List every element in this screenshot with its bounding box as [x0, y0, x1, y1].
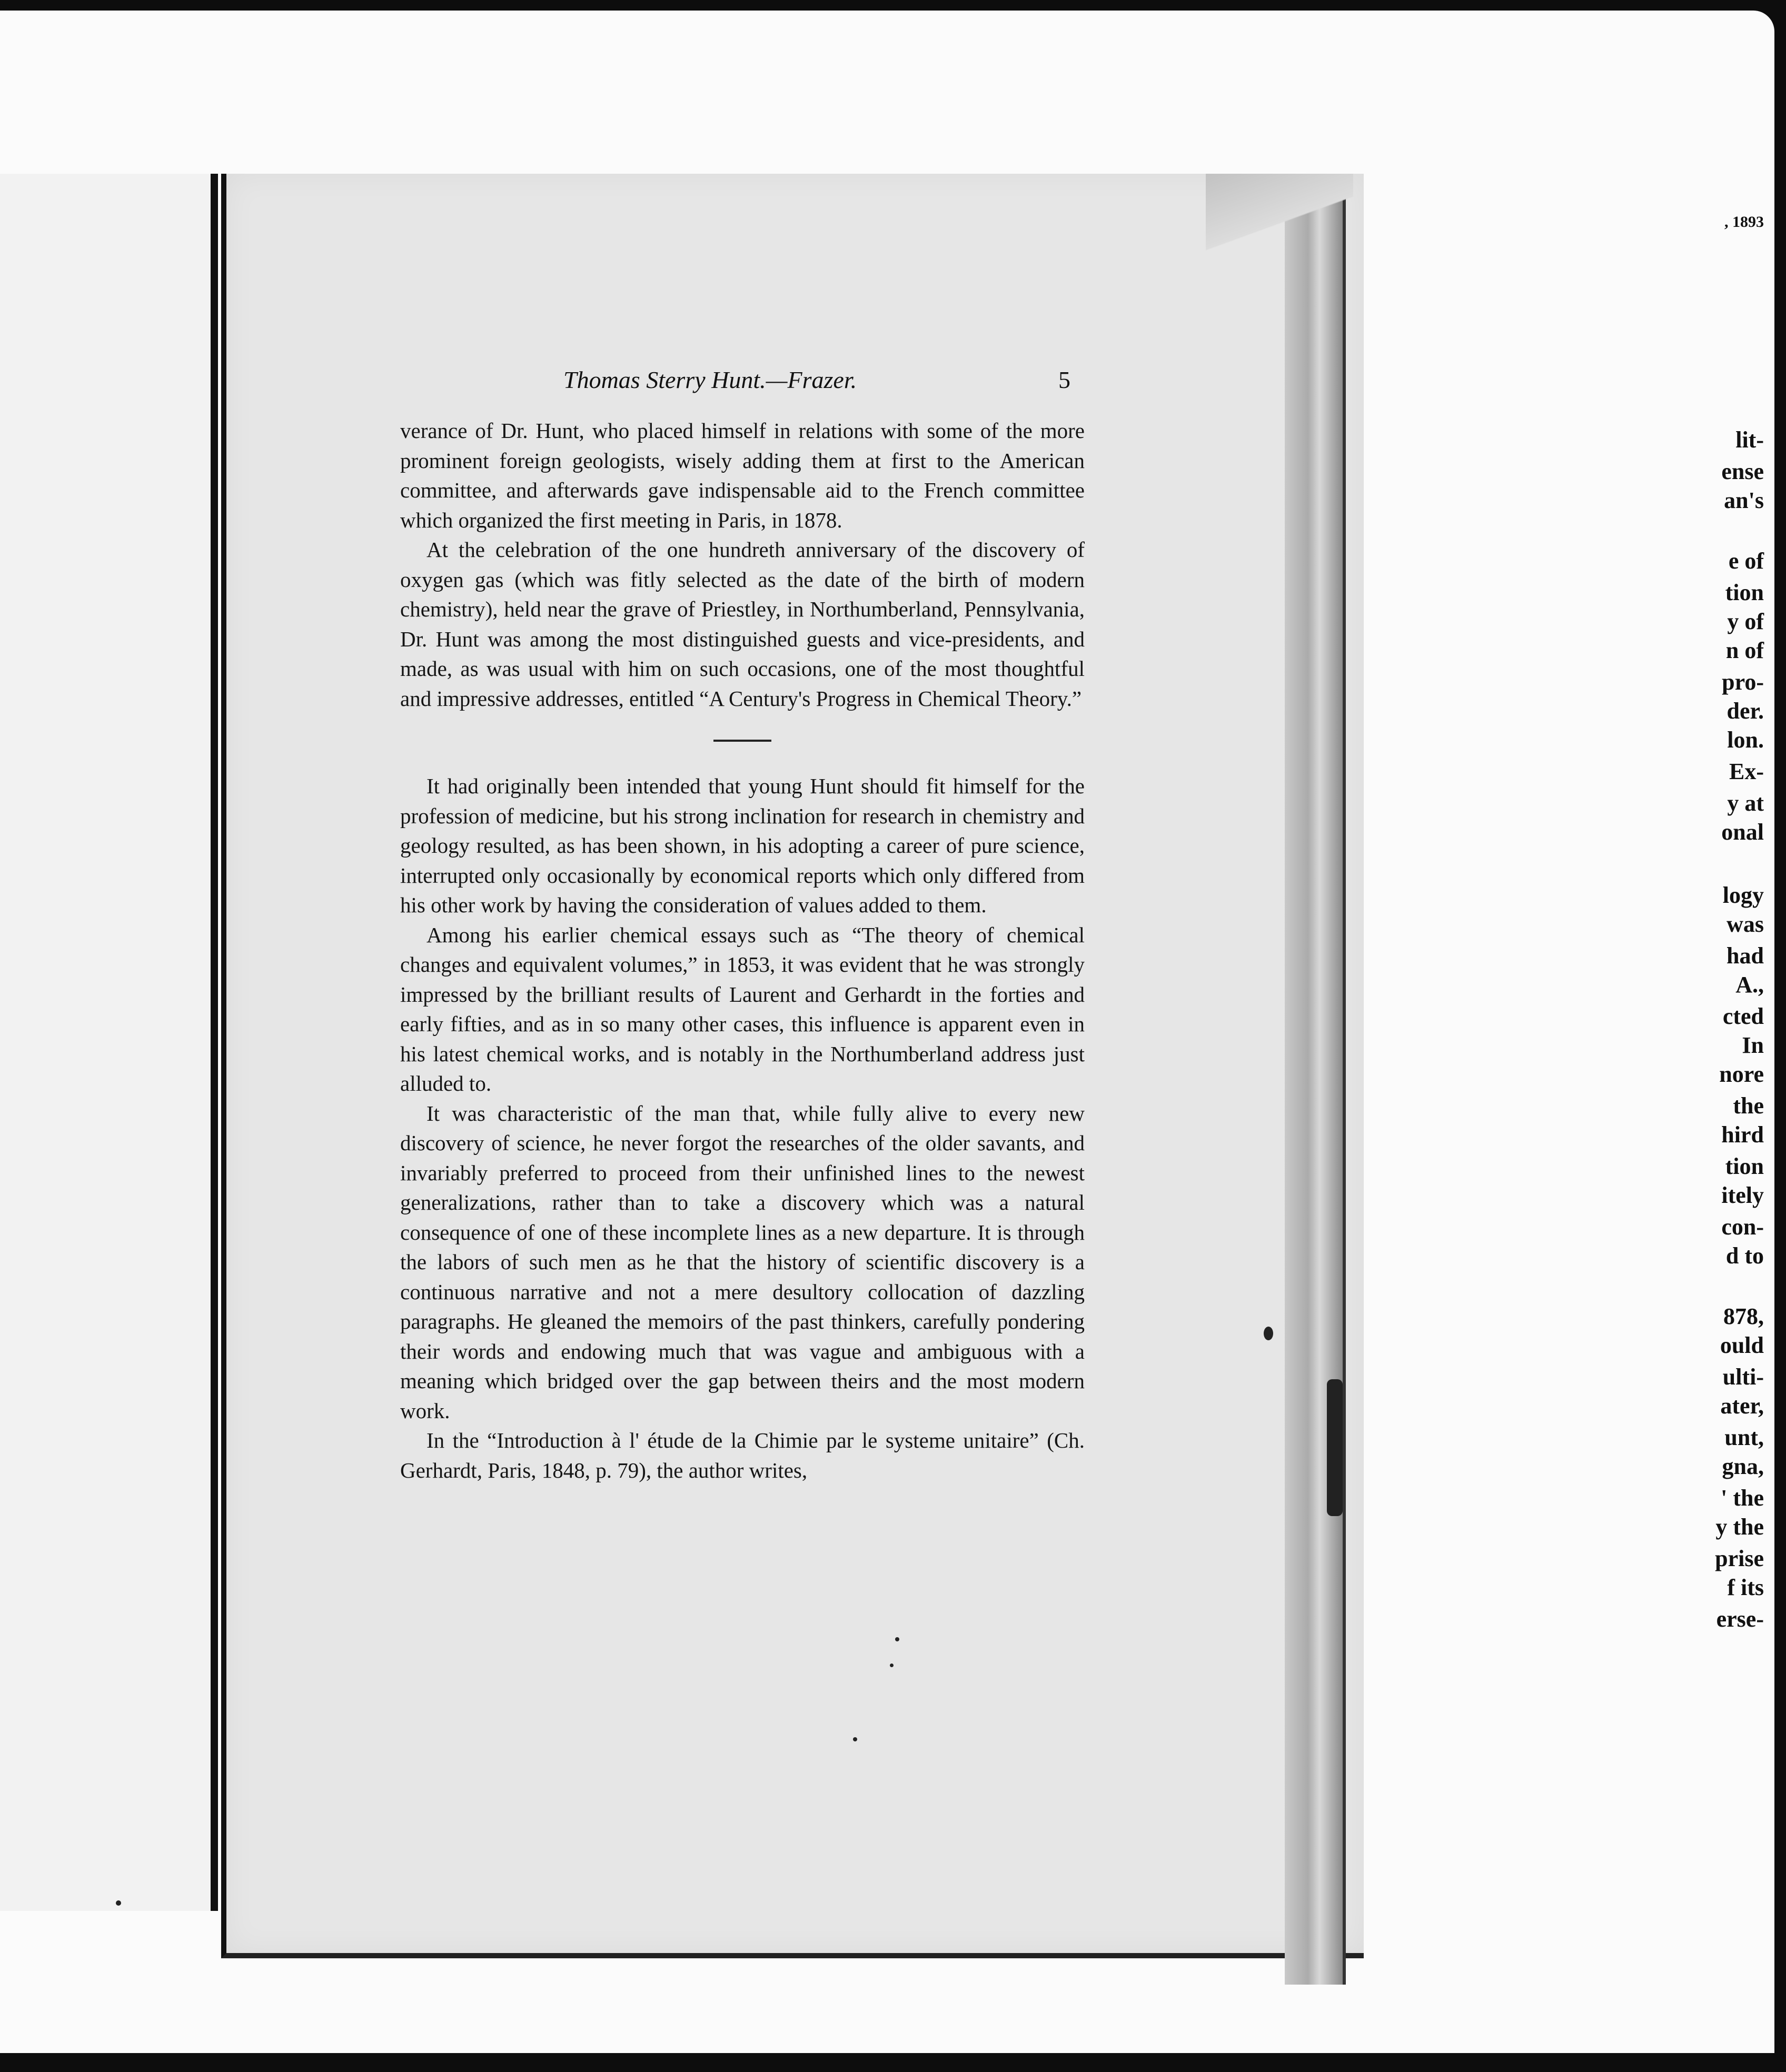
paragraph: At the celebration of the one hundreth anniversary of the discovery of oxygen gas (which was fitly selected as the date of the birth of modern chemistry), held near the grave of Priestley, in Northumberland, Pennsylvania, Dr. Hunt was among the most distinguished guests and vice-presidents, and made, as was usual with him on such occasions, one of the most thoughtful and impressive addresses, entitled “A Century's Progress in Chemical Theory.” [400, 537, 1085, 711]
left-page-line: was [1727, 911, 1764, 937]
left-page-line: gna, [1722, 1453, 1764, 1479]
left-page-line: prise [1715, 1546, 1764, 1571]
left-page-line: f its [1727, 1575, 1764, 1600]
running-head: Thomas Sterry Hunt.—Frazer. [563, 366, 857, 393]
left-page-line: ulti- [1722, 1364, 1764, 1390]
ink-spot [890, 1663, 894, 1667]
left-page-line: ould [1720, 1332, 1764, 1358]
left-page-line: Ex- [1729, 759, 1764, 784]
paragraph: Among his earlier chemical essays such as “The theory of chemical changes and equivalent volumes,” in 1853, it was evident that he was strongly impressed by the brilliant results of Laurent and Gerhardt in the forties and early fifties, and as in so many other cases, this influence is apparent even in his latest chemical works, and is notably in the Northumberland address just alluded to. [400, 922, 1085, 1095]
left-page-line: y the [1715, 1514, 1764, 1540]
ink-spot [853, 1737, 857, 1741]
left-page-line: onal [1721, 819, 1764, 845]
scanned-sheet [0, 11, 1774, 2053]
left-page-line: the [1733, 1093, 1764, 1119]
left-page-line: ' the [1721, 1485, 1764, 1511]
paragraph: It was characteristic of the man that, while fully alive to every new discovery of science, he never forgot the researches of the older savants, and invariably preferred to proceed from their unfinished lines to the newest generalizations, rather than to take a discovery which was a natural consequence of one of these incomplete lines as a new departure. It is through the labors of such men as he that the history of scientific discovery is a continuous narrative and not a mere desultory collocation of dazzling paragraphs. He gleaned the memoirs of the past thinkers, carefully pondering their words and endowing much that was vague and ambiguous with a meaning which bridged over the gap between theirs and the most modern work. [400, 1101, 1085, 1423]
paragraph: It had originally been intended that young Hunt should fit himself for the profession of medicine, but his strong inclination for research in chemistry and geology resulted, as has been shown, in his adopting a career of pure science, interrupted only occasionally by economical reports which only differed from his other work by having the consideration of values added to them. [400, 774, 1085, 917]
ink-spot [1264, 1327, 1273, 1340]
left-page-line: n of [1725, 637, 1764, 663]
left-page-line: pro- [1722, 669, 1764, 695]
left-page-line: y at [1727, 790, 1764, 816]
page-edge-shadow [1327, 1379, 1343, 1516]
folded-corner [1206, 174, 1353, 258]
left-page-line: d to [1725, 1243, 1764, 1269]
section-divider [713, 740, 771, 742]
left-page-line: y of [1727, 609, 1764, 634]
left-page-line: con- [1721, 1214, 1764, 1240]
ink-spot [895, 1637, 899, 1641]
left-page-line: had [1727, 943, 1764, 969]
body-text [400, 416, 1085, 1485]
paragraph: In the “Introduction à l' étude de la Chimie par le systeme unitaire” (Ch. Gerhardt, Paris, 1848, p. 79), the author writes, [400, 1428, 1085, 1482]
left-page-line: nore [1719, 1061, 1764, 1087]
page-number: 5 [1058, 366, 1070, 393]
left-page-line: logy [1722, 882, 1764, 908]
left-page-line: der. [1727, 698, 1764, 724]
page-edge-stack [1285, 184, 1346, 1985]
paragraph: verance of Dr. Hunt, who placed himself in relations with some of the more prominent foreign geologists, wisely adding them at first to the American committee, and afterwards gave indispensable aid to the French committee which organized the first meeting in Paris, in 1878. [400, 419, 1085, 532]
left-page-line: 878, [1723, 1303, 1764, 1329]
left-page-line: unt, [1724, 1424, 1764, 1450]
left-page-line: cted [1722, 1003, 1764, 1029]
left-page-line: tion [1725, 1153, 1764, 1179]
left-page-line: tion [1725, 580, 1764, 605]
left-page-line: e of [1728, 548, 1764, 574]
left-page-line: an's [1724, 487, 1764, 513]
left-page-line: A., [1735, 972, 1764, 998]
left-page-line: ater, [1720, 1393, 1764, 1419]
left-page-line: erse- [1716, 1606, 1764, 1632]
left-page [0, 174, 218, 1911]
left-page-line: In [1742, 1032, 1764, 1058]
left-page-header: , 1893 [1724, 213, 1764, 231]
ink-spot [116, 1900, 121, 1906]
left-page-line: itely [1721, 1182, 1764, 1208]
left-page-line: hird [1721, 1122, 1764, 1148]
left-page-line: lit- [1735, 427, 1764, 453]
left-page-line: lon. [1727, 727, 1764, 753]
left-page-line: ense [1721, 459, 1764, 484]
